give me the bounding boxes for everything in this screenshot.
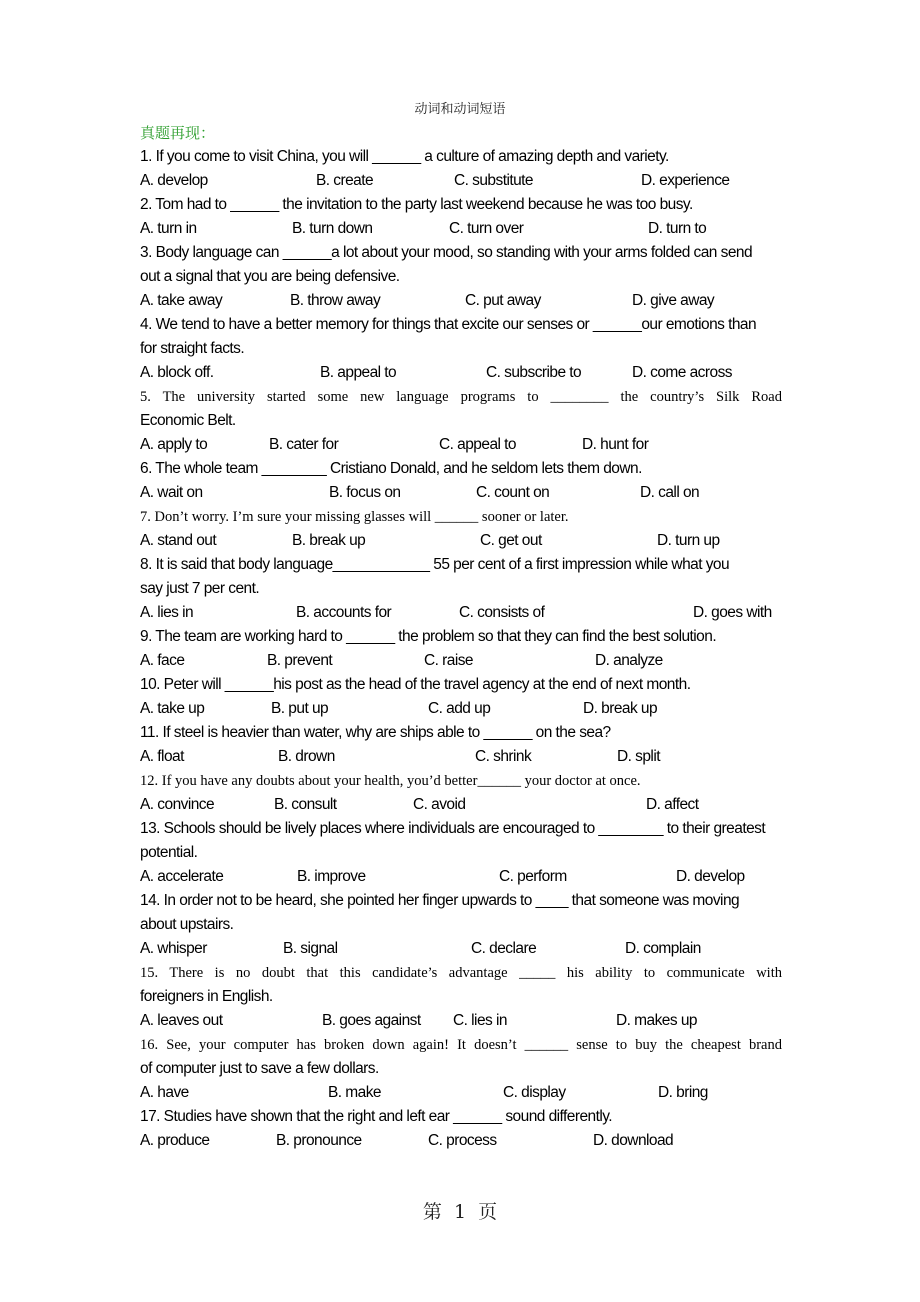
question-12-options [140,793,782,817]
option-c: C. consists of [459,604,545,621]
question-6-options [140,481,782,505]
option-d: D. download [593,1132,674,1149]
option-b: B. drown [278,748,335,765]
question-4-stem: 4. We tend to have a better memory for things that excite our senses or ______our emotions than [140,316,757,333]
option-a: A. whisper [140,940,207,957]
option-b: B. cater for [269,436,339,453]
option-a: A. turn in [140,220,197,237]
option-d: D. break up [583,700,658,717]
option-d: D. hunt for [582,436,649,453]
question-3-options [140,289,782,313]
question-15-stem-cont: foreigners in English. [140,988,273,1005]
question-16-options [140,1081,782,1105]
option-a: A. block off. [140,364,214,381]
option-c: C. put away [465,292,541,309]
question-15-options [140,1009,782,1033]
option-b: B. appeal to [320,364,397,381]
option-c: C. substitute [454,172,534,189]
option-b: B. improve [297,868,366,885]
option-d: D. split [617,748,660,765]
option-a: A. face [140,652,185,669]
question-7-stem: 7. Don’t worry. I’m sure your missing glasses will ______ sooner or later. [140,509,569,525]
option-d: D. goes with [693,604,772,621]
option-a: A. accelerate [140,868,224,885]
option-c: C. get out [480,532,542,549]
question-8-stem: 8. It is said that body language____________ 55 per cent of a first impression while what you [140,556,730,573]
option-a: A. have [140,1084,189,1101]
option-a: A. lies in [140,604,194,621]
question-4-options [140,361,782,385]
question-13-options [140,865,782,889]
option-a: A. float [140,748,184,765]
option-b: B. make [328,1084,382,1101]
option-d: D. bring [658,1084,708,1101]
option-a: A. wait on [140,484,203,501]
question-3-stem-cont: out a signal that you are being defensive. [140,268,400,285]
option-c: C. appeal to [439,436,516,453]
option-d: D. come across [632,364,732,381]
question-17-options [140,1129,782,1153]
option-a: A. leaves out [140,1012,223,1029]
option-b: B. signal [283,940,338,957]
question-10-options [140,697,782,721]
option-b: B. prevent [267,652,333,669]
option-d: D. analyze [595,652,663,669]
option-c: C. turn over [449,220,524,237]
option-d: D. give away [632,292,715,309]
option-c: C. count on [476,484,550,501]
option-a: A. develop [140,172,208,189]
question-1-stem: 1. If you come to visit China, you will ______ a culture of amazing depth and variety. [140,148,669,165]
question-16-stem-cont: of computer just to save a few dollars. [140,1060,379,1077]
option-b: B. put up [271,700,329,717]
option-b: B. create [316,172,374,189]
question-10-stem: 10. Peter will ______his post as the head of the travel agency at the end of next month. [140,676,691,693]
option-a: A. produce [140,1132,210,1149]
option-a: A. stand out [140,532,217,549]
option-d: D. complain [625,940,701,957]
option-a: A. apply to [140,436,208,453]
question-5-stem-cont: Economic Belt. [140,412,236,429]
question-14-options [140,937,782,961]
question-11-options [140,745,782,769]
question-2-options [140,217,782,241]
question-5-stem: 5. The university started some new language programs to ________ the country’s Silk Road [140,389,782,405]
question-16-stem: 16. See, your computer has broken down again! It doesn’t ______ sense to buy the cheapest brand [140,1037,782,1053]
option-c: C. lies in [453,1012,507,1029]
option-c: C. declare [471,940,537,957]
question-11-stem: 11. If steel is heavier than water, why are ships able to ______ on the sea? [140,724,611,741]
option-c: C. avoid [413,796,466,813]
question-1-options [140,169,782,193]
question-12-stem: 12. If you have any doubts about your health, you’d better______ your doctor at once. [140,773,641,789]
option-c: C. subscribe to [486,364,582,381]
option-b: B. break up [292,532,366,549]
option-a: A. take away [140,292,223,309]
option-c: C. add up [428,700,491,717]
section-label: 真题再现： [140,124,216,142]
option-d: D. turn up [657,532,720,549]
question-14-stem-cont: about upstairs. [140,916,234,933]
page-number: 第 1 页 [422,1201,498,1223]
question-15-stem: 15. There is no doubt that this candidate’s advantage _____ his ability to communicate with [140,965,782,981]
option-d: D. makes up [616,1012,697,1029]
option-a: A. convince [140,796,215,813]
option-b: B. consult [274,796,337,813]
question-9-stem: 9. The team are working hard to ______ the problem so that they can find the best solution. [140,628,717,645]
option-c: C. raise [424,652,474,669]
option-c: C. display [503,1084,566,1101]
option-d: D. call on [640,484,700,501]
option-b: B. accounts for [296,604,392,621]
question-6-stem: 6. The whole team ________ Cristiano Donald, and he seldom lets them down. [140,460,642,477]
option-b: B. goes against [322,1012,421,1029]
question-2-stem: 2. Tom had to ______ the invitation to the party last weekend because he was too busy. [140,196,693,213]
question-8-stem-cont: say just 7 per cent. [140,580,260,597]
option-b: B. pronounce [276,1132,362,1149]
question-8-options [140,601,782,625]
option-c: C. process [428,1132,497,1149]
option-b: B. turn down [292,220,373,237]
option-a: A. take up [140,700,205,717]
option-c: C. shrink [475,748,532,765]
question-list [140,145,782,1153]
option-d: D. affect [646,796,699,813]
option-b: B. focus on [329,484,401,501]
option-d: D. experience [641,172,730,189]
question-13-stem: 13. Schools should be lively places where individuals are encouraged to ________ to their greatest [140,820,766,837]
option-d: D. turn to [648,220,707,237]
option-d: D. develop [676,868,745,885]
question-17-stem: 17. Studies have shown that the right and left ear ______ sound differently. [140,1108,613,1125]
question-3-stem: 3. Body language can ______a lot about your mood, so standing with your arms folded can send [140,244,753,261]
question-9-options [140,649,782,673]
question-14-stem: 14. In order not to be heard, she pointed her finger upwards to ____ that someone was moving [140,892,740,909]
question-13-stem-cont: potential. [140,844,198,861]
question-4-stem-cont: for straight facts. [140,340,245,357]
question-5-options [140,433,782,457]
option-b: B. throw away [290,292,381,309]
question-7-options [140,529,782,553]
document-title: 动词和动词短语 [414,102,506,117]
option-c: C. perform [499,868,567,885]
